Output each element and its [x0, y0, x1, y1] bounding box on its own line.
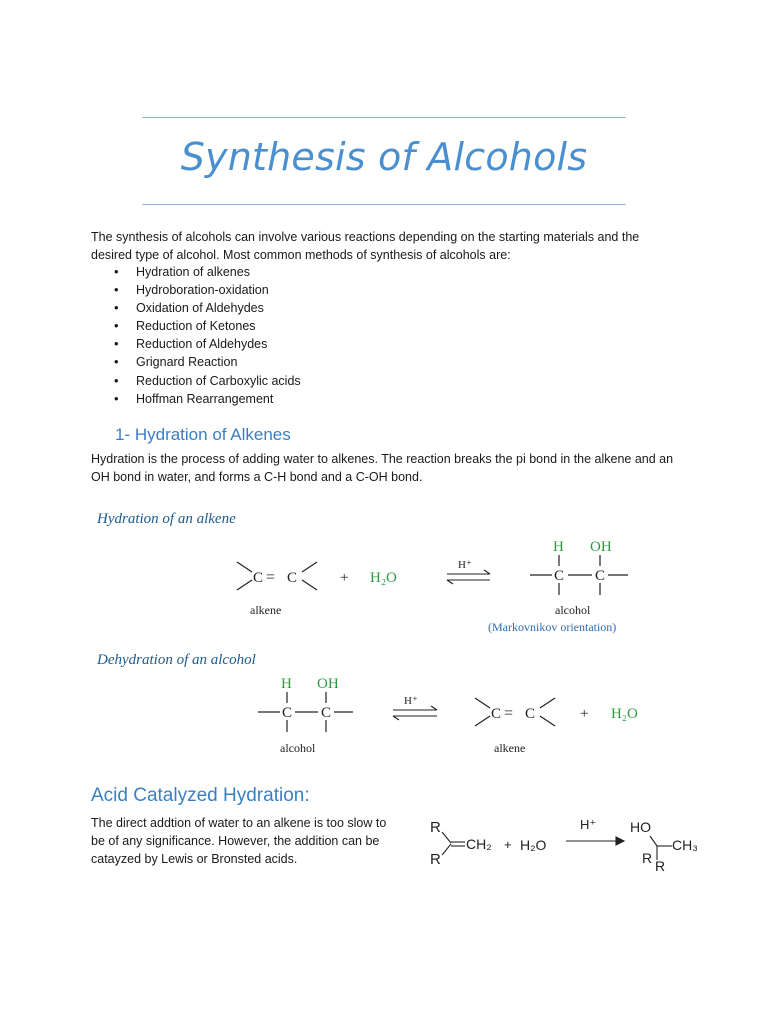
hydration-paragraph: Hydration is the process of adding water to alkenes. The reaction breaks the pi bond in the alkene and an OH bond in water, and forms a C-H bond and a C-OH bond. — [91, 452, 674, 484]
r-group: R — [655, 858, 666, 874]
catalyst-label: H⁺ — [458, 559, 472, 571]
atom-c: C — [253, 570, 264, 586]
plus-sign: + — [504, 837, 512, 852]
catalyst-label: H⁺ — [580, 817, 597, 832]
alkene-structure — [237, 562, 317, 590]
section-heading-hydration: 1- Hydration of Alkenes — [115, 425, 291, 444]
product-bonds — [650, 836, 672, 860]
alcohol-reactant-structure — [258, 692, 353, 732]
atom-c: C — [287, 570, 298, 586]
list-item: • Reduction of Aldehydes — [110, 335, 301, 353]
atom-c: C — [282, 705, 293, 721]
title-underline — [142, 204, 626, 205]
plus-sign: + — [340, 570, 349, 586]
atom-oh: OH — [590, 539, 612, 555]
ch3-group: CH₃ — [672, 837, 698, 853]
alkene-label: alkene — [250, 603, 282, 617]
hydration-caption: Hydration of an alkene — [97, 511, 236, 527]
section-heading-acid-catalyzed: Acid Catalyzed Hydration: — [91, 785, 310, 806]
double-bond: = — [266, 569, 276, 586]
catalyst-label: H⁺ — [404, 695, 418, 707]
atom-c: C — [554, 568, 565, 584]
alcohol-label: alcohol — [280, 741, 316, 755]
water-reactant: H₂O — [520, 837, 547, 853]
atom-c: C — [321, 705, 332, 721]
list-item: • Hoffman Rearrangement — [110, 390, 301, 408]
atom-h: H — [553, 539, 564, 555]
page-title: Synthesis of Alcohols — [180, 135, 588, 179]
markovnikov-note: (Markovnikov orientation) — [488, 620, 617, 634]
r-group: R — [430, 851, 441, 868]
equilibrium-arrow — [393, 706, 437, 720]
ch2-group: CH₂ — [466, 836, 492, 852]
list-item: • Oxidation of Aldehydes — [110, 299, 301, 317]
hydration-figure — [0, 500, 768, 780]
equilibrium-arrow — [447, 570, 490, 584]
intro-paragraph: The synthesis of alcohols can involve various reactions depending on the starting materials and the desired type of alcohol. Most common methods of synthesis of alcohols are: — [91, 230, 640, 262]
water-product: H₂O — [611, 706, 638, 722]
atom-oh: OH — [317, 676, 339, 692]
alkene-bonds — [442, 832, 465, 855]
reaction-arrow — [566, 837, 624, 845]
atom-h: H — [281, 676, 292, 692]
atom-c: C — [491, 706, 502, 722]
acid-catalyzed-paragraph: The direct addtion of water to an alkene is too slow to be of any significance. However, the addition can be catayzed by Lewis or Bronsted acids. — [91, 816, 387, 866]
list-item: • Hydration of alkenes — [110, 263, 301, 281]
plus-sign: + — [580, 706, 589, 722]
list-item: • Reduction of Carboxylic acids — [110, 372, 301, 390]
alcohol-structure — [530, 555, 628, 595]
list-item: • Grignard Reaction — [110, 353, 301, 371]
double-bond: = — [504, 705, 514, 722]
acid-hydration-figure — [420, 810, 760, 880]
alkene-product-structure — [475, 698, 555, 726]
methods-list — [110, 263, 301, 408]
r-group: R — [642, 850, 653, 866]
r-group: R — [430, 819, 441, 836]
alkene-label: alkene — [494, 741, 526, 755]
ho-group: HO — [630, 819, 651, 835]
atom-c: C — [525, 706, 536, 722]
alcohol-label: alcohol — [555, 603, 591, 617]
water-reactant: H₂O — [370, 570, 397, 586]
list-item: • Reduction of Ketones — [110, 317, 301, 335]
dehydration-caption: Dehydration of an alcohol — [97, 652, 256, 668]
list-item: • Hydroboration-oxidation — [110, 281, 301, 299]
atom-c: C — [595, 568, 606, 584]
top-rule — [142, 117, 626, 118]
